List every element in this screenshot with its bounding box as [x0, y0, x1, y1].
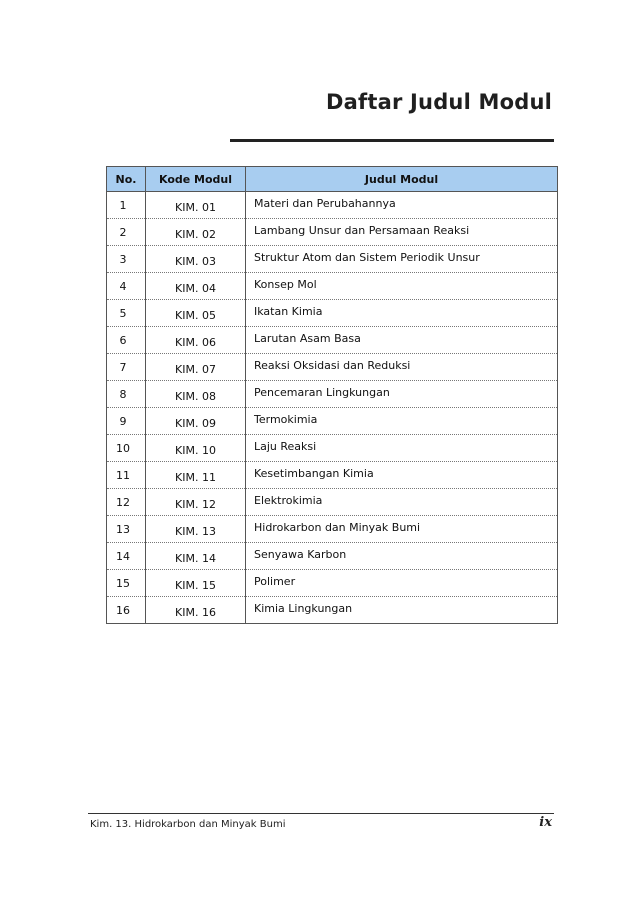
table-row	[107, 597, 558, 624]
table-row	[107, 462, 558, 489]
cell-no: 6	[107, 327, 146, 354]
cell-no: 1	[107, 192, 146, 219]
cell-no: 2	[107, 219, 146, 246]
cell-judul-modul: Reaksi Oksidasi dan Reduksi	[246, 354, 558, 381]
footer-text: Kim. 13. Hidrokarbon dan Minyak Bumi	[90, 819, 286, 830]
table-row	[107, 354, 558, 381]
table-header-row	[107, 167, 558, 192]
cell-judul-modul: Termokimia	[246, 408, 558, 435]
cell-judul-modul: Laju Reaksi	[246, 435, 558, 462]
table-row	[107, 381, 558, 408]
table-row	[107, 435, 558, 462]
table-row	[107, 408, 558, 435]
table-row	[107, 570, 558, 597]
cell-no: 11	[107, 462, 146, 489]
cell-kode-modul: KIM. 10	[146, 435, 246, 462]
cell-no: 5	[107, 300, 146, 327]
table-body	[107, 192, 558, 624]
cell-kode-modul: KIM. 16	[146, 597, 246, 624]
cell-no: 14	[107, 543, 146, 570]
cell-judul-modul: Pencemaran Lingkungan	[246, 381, 558, 408]
cell-judul-modul: Kesetimbangan Kimia	[246, 462, 558, 489]
footer-rule	[88, 813, 554, 814]
cell-kode-modul: KIM. 14	[146, 543, 246, 570]
cell-kode-modul: KIM. 09	[146, 408, 246, 435]
cell-kode-modul: KIM. 05	[146, 300, 246, 327]
cell-no: 10	[107, 435, 146, 462]
cell-judul-modul: Kimia Lingkungan	[246, 597, 558, 624]
table-row	[107, 246, 558, 273]
cell-judul-modul: Ikatan Kimia	[246, 300, 558, 327]
cell-judul-modul: Elektrokimia	[246, 489, 558, 516]
cell-no: 8	[107, 381, 146, 408]
cell-no: 13	[107, 516, 146, 543]
table-row	[107, 327, 558, 354]
module-table	[106, 166, 558, 624]
cell-judul-modul: Struktur Atom dan Sistem Periodik Unsur	[246, 246, 558, 273]
cell-judul-modul: Senyawa Karbon	[246, 543, 558, 570]
footer-page-number: ix	[539, 815, 552, 830]
cell-kode-modul: KIM. 15	[146, 570, 246, 597]
table-row	[107, 192, 558, 219]
cell-judul-modul: Lambang Unsur dan Persamaan Reaksi	[246, 219, 558, 246]
table-row	[107, 273, 558, 300]
cell-no: 16	[107, 597, 146, 624]
table-row	[107, 219, 558, 246]
cell-kode-modul: KIM. 06	[146, 327, 246, 354]
table-row	[107, 489, 558, 516]
cell-no: 3	[107, 246, 146, 273]
cell-kode-modul: KIM. 12	[146, 489, 246, 516]
page-title: Daftar Judul Modul	[326, 90, 552, 114]
cell-judul-modul: Materi dan Perubahannya	[246, 192, 558, 219]
cell-kode-modul: KIM. 11	[146, 462, 246, 489]
cell-kode-modul: KIM. 04	[146, 273, 246, 300]
cell-no: 15	[107, 570, 146, 597]
cell-judul-modul: Hidrokarbon dan Minyak Bumi	[246, 516, 558, 543]
header-judul-modul: Judul Modul	[246, 167, 558, 192]
cell-kode-modul: KIM. 01	[146, 192, 246, 219]
cell-kode-modul: KIM. 08	[146, 381, 246, 408]
table-row	[107, 543, 558, 570]
cell-judul-modul: Larutan Asam Basa	[246, 327, 558, 354]
cell-no: 12	[107, 489, 146, 516]
table-row	[107, 516, 558, 543]
title-rule	[230, 139, 554, 142]
cell-no: 7	[107, 354, 146, 381]
cell-no: 4	[107, 273, 146, 300]
cell-no: 9	[107, 408, 146, 435]
header-kode-modul: Kode Modul	[146, 167, 246, 192]
cell-kode-modul: KIM. 03	[146, 246, 246, 273]
cell-kode-modul: KIM. 07	[146, 354, 246, 381]
table-row	[107, 300, 558, 327]
cell-kode-modul: KIM. 13	[146, 516, 246, 543]
cell-judul-modul: Konsep Mol	[246, 273, 558, 300]
header-no: No.	[107, 167, 146, 192]
cell-kode-modul: KIM. 02	[146, 219, 246, 246]
cell-judul-modul: Polimer	[246, 570, 558, 597]
